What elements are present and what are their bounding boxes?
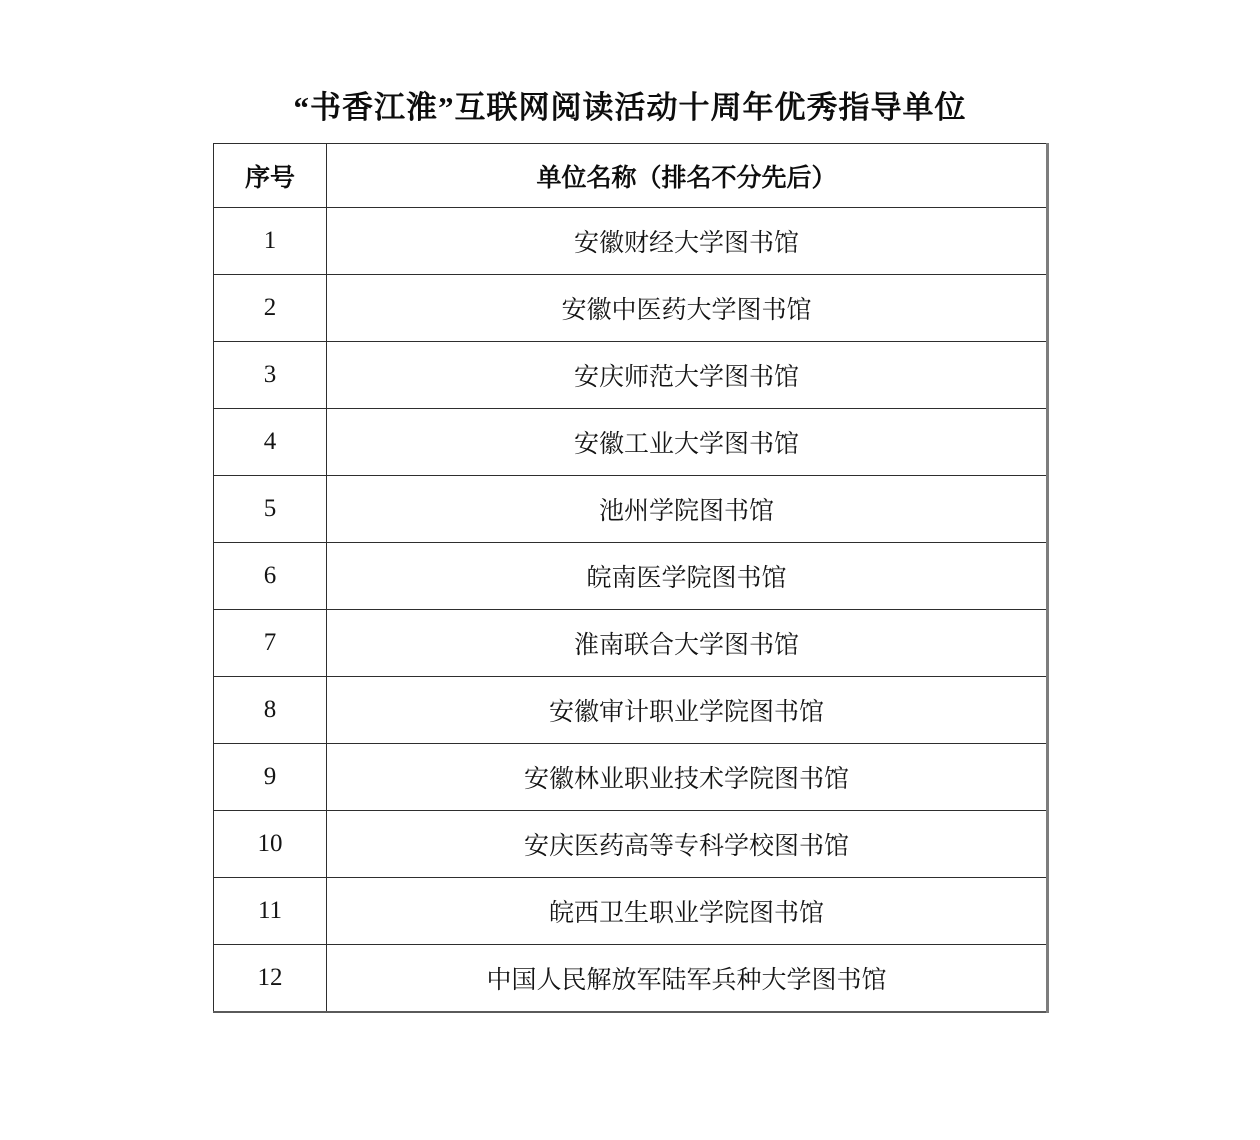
award-units-table [213, 143, 1049, 1013]
table-row [214, 677, 1048, 744]
table-header-row [214, 144, 1048, 208]
row-number-cell: 8 [214, 677, 327, 744]
row-number-cell: 1 [214, 208, 327, 275]
unit-name-cell: 安徽财经大学图书馆 [327, 208, 1048, 275]
unit-name-cell: 安徽中医药大学图书馆 [327, 275, 1048, 342]
row-number-cell: 7 [214, 610, 327, 677]
row-number-cell: 4 [214, 409, 327, 476]
table-row [214, 208, 1048, 275]
unit-name-cell: 安庆师范大学图书馆 [327, 342, 1048, 409]
unit-name-cell: 皖西卫生职业学院图书馆 [327, 878, 1048, 945]
unit-name-cell: 池州学院图书馆 [327, 476, 1048, 543]
row-number-cell: 10 [214, 811, 327, 878]
table-row [214, 878, 1048, 945]
table-row [214, 476, 1048, 543]
unit-name-cell: 安徽林业职业技术学院图书馆 [327, 744, 1048, 811]
table-row [214, 275, 1048, 342]
column-header-unit-name: 单位名称（排名不分先后） [327, 144, 1048, 208]
unit-name-cell: 安徽工业大学图书馆 [327, 409, 1048, 476]
row-number-cell: 9 [214, 744, 327, 811]
row-number-cell: 2 [214, 275, 327, 342]
column-header-number: 序号 [214, 144, 327, 208]
unit-name-cell: 安徽审计职业学院图书馆 [327, 677, 1048, 744]
row-number-cell: 11 [214, 878, 327, 945]
unit-name-cell: 安庆医药高等专科学校图书馆 [327, 811, 1048, 878]
table-row [214, 610, 1048, 677]
table-row [214, 409, 1048, 476]
row-number-cell: 12 [214, 945, 327, 1012]
row-number-cell: 3 [214, 342, 327, 409]
row-number-cell: 5 [214, 476, 327, 543]
table-row [214, 744, 1048, 811]
unit-name-cell: 中国人民解放军陆军兵种大学图书馆 [327, 945, 1048, 1012]
page-title: “书香江淮”互联网阅读活动十周年优秀指导单位 [293, 90, 967, 125]
table-row [214, 342, 1048, 409]
table-row [214, 811, 1048, 878]
table-row [214, 945, 1048, 1012]
unit-name-cell: 淮南联合大学图书馆 [327, 610, 1048, 677]
table-row [214, 543, 1048, 610]
unit-name-cell: 皖南医学院图书馆 [327, 543, 1048, 610]
row-number-cell: 6 [214, 543, 327, 610]
